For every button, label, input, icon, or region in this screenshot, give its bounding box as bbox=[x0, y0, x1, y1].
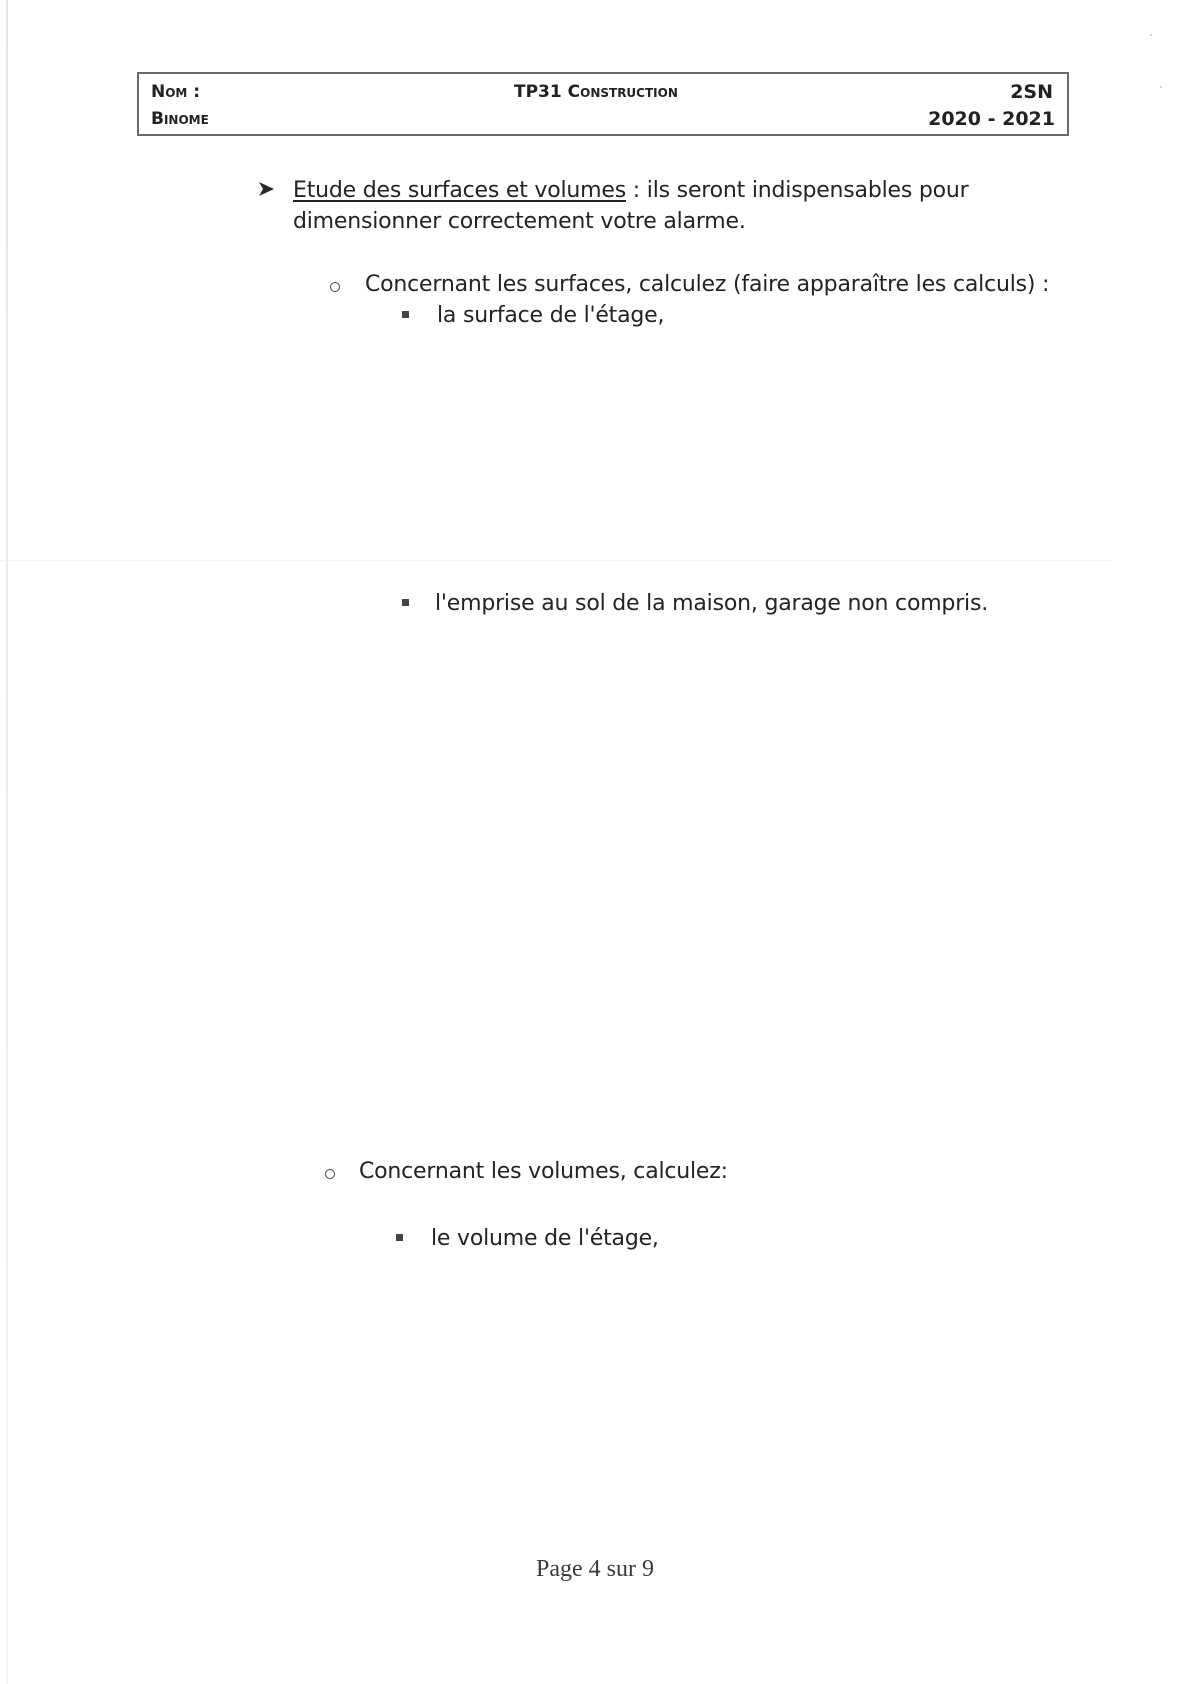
square-bullet-icon bbox=[396, 1234, 403, 1241]
circle-bullet-icon bbox=[330, 282, 340, 292]
scan-edge bbox=[6, 0, 8, 1684]
circle-bullet-icon bbox=[325, 1169, 335, 1179]
section-heading-rest: : ils seront indispensables pour bbox=[626, 178, 969, 203]
document-header bbox=[137, 72, 1069, 136]
square-bullet-icon bbox=[402, 599, 409, 606]
surfaces-intro: Concernant les surfaces, calculez (faire apparaître les calculs) : bbox=[365, 272, 1050, 297]
tp-title: TP31 Construction bbox=[514, 82, 678, 102]
scan-speck bbox=[1160, 86, 1162, 88]
binome-label: Binome bbox=[151, 109, 209, 129]
volumes-item: le volume de l'étage, bbox=[431, 1226, 659, 1251]
arrow-bullet-icon bbox=[258, 180, 276, 198]
surfaces-item: la surface de l'étage, bbox=[437, 303, 665, 328]
class-label: 2SN bbox=[1010, 81, 1053, 103]
section-heading bbox=[293, 178, 969, 203]
school-year: 2020 - 2021 bbox=[928, 108, 1055, 130]
page-number: Page 4 sur 9 bbox=[536, 1556, 654, 1582]
surfaces-item: l'emprise au sol de la maison, garage non compris. bbox=[435, 591, 989, 616]
scan-line bbox=[0, 560, 1110, 561]
square-bullet-icon bbox=[402, 311, 409, 318]
volumes-intro: Concernant les volumes, calculez: bbox=[359, 1159, 728, 1184]
scan-speck bbox=[1150, 34, 1152, 36]
section-heading-line2: dimensionner correctement votre alarme. bbox=[293, 209, 746, 234]
section-heading-underlined: Etude des surfaces et volumes bbox=[293, 178, 626, 203]
nom-label: Nom : bbox=[151, 82, 201, 102]
